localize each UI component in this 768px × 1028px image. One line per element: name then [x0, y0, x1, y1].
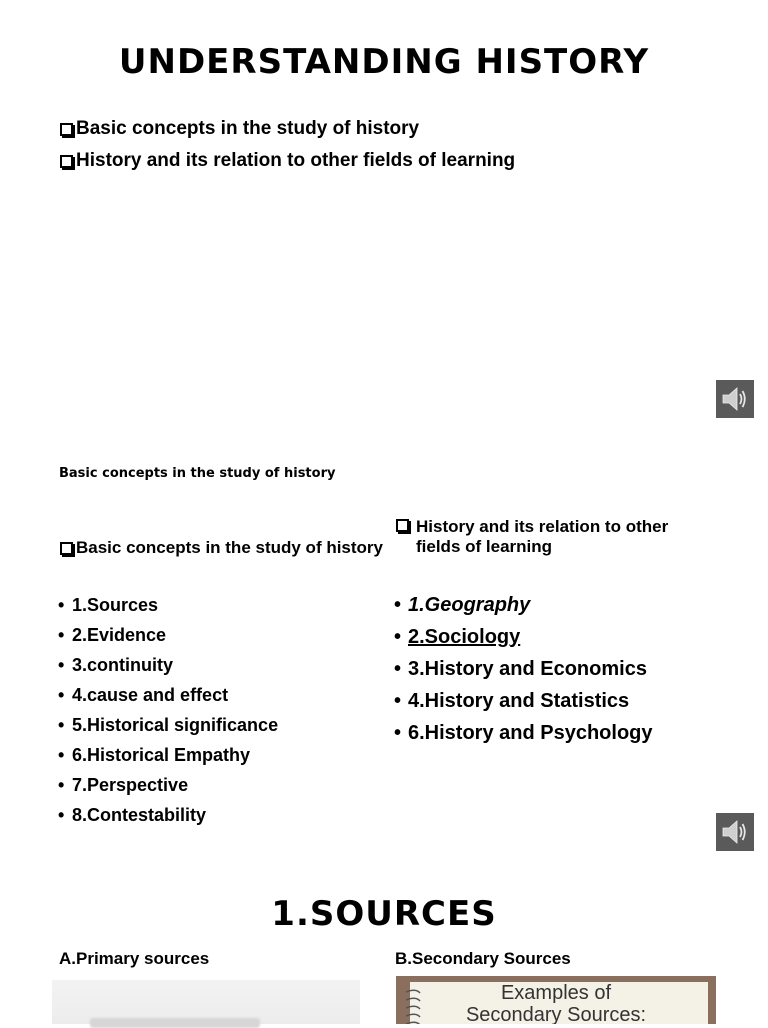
list-item: • 4.History and Statistics — [394, 689, 630, 712]
checkbox-bullet-icon — [396, 519, 409, 532]
list-item: • 3.History and Economics — [394, 657, 647, 680]
spiral-rings-icon — [402, 984, 424, 1024]
slide1-item-relation: History and its relation to other fields of learning — [60, 150, 515, 172]
primary-sources-image — [52, 980, 360, 1024]
sources-title: 1.SOURCES — [271, 894, 497, 934]
left-column-heading: Basic concepts in the study of history — [60, 538, 383, 558]
concepts-list — [58, 590, 278, 830]
speaker-icon-glyph — [720, 384, 750, 414]
page-title: UNDERSTANDING HISTORY — [118, 42, 650, 82]
slide1-item-basic-concepts: Basic concepts in the study of history — [60, 118, 419, 140]
checkbox-bullet-icon — [60, 155, 73, 168]
list-item: • 8.Contestability — [58, 804, 207, 825]
image-content — [90, 1018, 260, 1028]
list-item: • 7.Perspective — [58, 774, 189, 795]
list-item: • 1.Geography — [394, 593, 531, 616]
list-item: • 6.Historical Empathy — [58, 744, 251, 765]
sociology-link[interactable]: 2.Sociology — [408, 625, 521, 648]
list-item: • 6.History and Psychology — [394, 721, 653, 744]
list-item: • 4.cause and effect — [58, 684, 229, 705]
list-item: • 2.Sociology — [394, 625, 521, 648]
fields-list — [394, 589, 653, 749]
right-column-heading: History and its relation to other fields of learning — [396, 517, 668, 557]
secondary-sources-image — [396, 976, 716, 1024]
list-item: • 2.Evidence — [58, 624, 167, 645]
speaker-icon[interactable] — [716, 813, 754, 851]
secondary-sources-label: B.Secondary Sources — [395, 949, 571, 968]
list-item: • 3.continuity — [58, 654, 174, 675]
list-item: • 1.Sources — [58, 594, 159, 615]
list-item: • 5.Historical significance — [58, 714, 279, 735]
primary-sources-label: A.Primary sources — [59, 949, 210, 968]
slide-caption: Basic concepts in the study of history — [59, 466, 336, 481]
checkbox-bullet-icon — [60, 542, 73, 555]
speaker-icon-glyph — [720, 817, 750, 847]
speaker-icon[interactable] — [716, 380, 754, 418]
image-caption: Examples of Secondary Sources: — [465, 982, 647, 1024]
checkbox-bullet-icon — [60, 123, 73, 136]
